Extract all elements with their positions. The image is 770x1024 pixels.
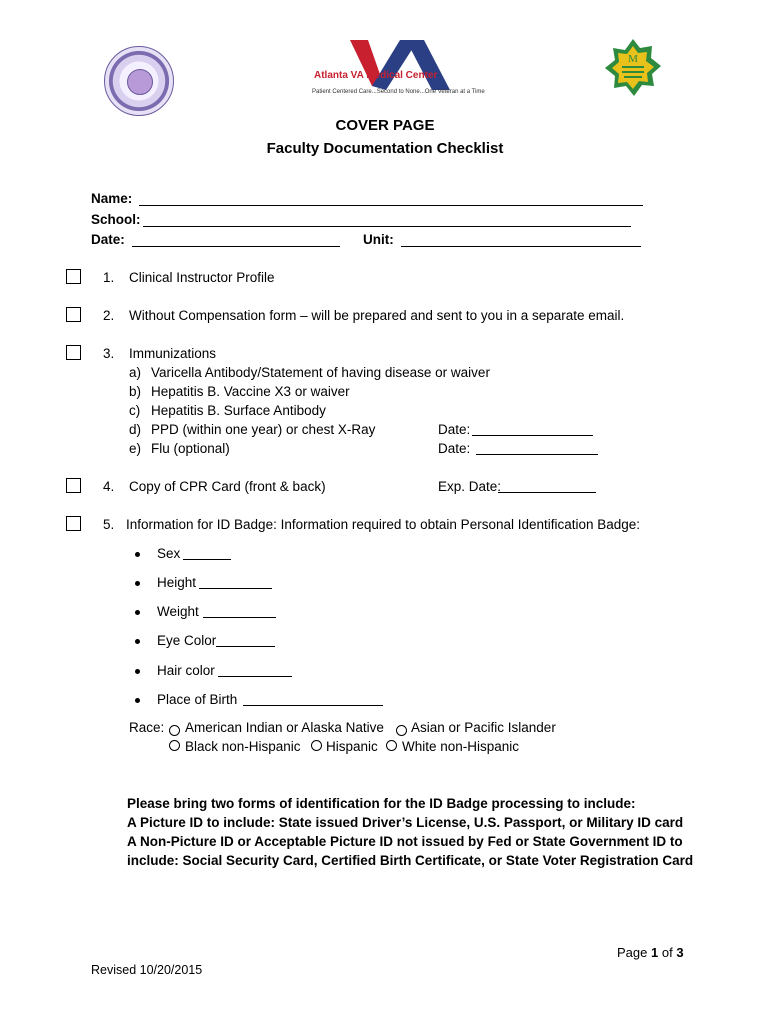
instruction-line-3: A Non-Picture ID or Acceptable Picture ID not issued by Fed or State Government ID to xyxy=(127,834,683,849)
instruction-line-2: A Picture ID to include: State issued Driver’s License, U.S. Passport, or Military ID card xyxy=(127,815,684,830)
exp-date-label: Exp. Date: xyxy=(438,479,502,494)
instruction-line-1: Please bring two forms of identification for the ID Badge processing to include: xyxy=(127,796,636,811)
page-number xyxy=(617,945,684,960)
item-2-number: 2. xyxy=(103,308,115,323)
badge-field-eye-color-label: Eye Color xyxy=(157,633,217,648)
immunization-letter-a: a) xyxy=(129,365,142,380)
hair-color-field[interactable] xyxy=(218,676,292,677)
checkbox-item-1[interactable] xyxy=(66,269,81,284)
item-3-number: 3. xyxy=(103,346,115,361)
revised-date: Revised 10/20/2015 xyxy=(91,963,203,977)
exp-date-field[interactable] xyxy=(498,492,596,493)
item-3-label: Immunizations xyxy=(129,346,217,361)
flu-date-field[interactable] xyxy=(476,454,598,455)
bullet-icon xyxy=(135,552,140,557)
immunization-label-b: Hepatitis B. Vaccine X3 or waiver xyxy=(151,384,350,399)
va-tagline: Patient Centered Care...Second to None...One Veteran at a Time xyxy=(312,89,485,95)
race-radio-american-indian[interactable] xyxy=(169,725,180,736)
checkbox-item-5[interactable] xyxy=(66,516,81,531)
bullet-icon xyxy=(135,698,140,703)
date-label: Date: xyxy=(91,232,125,247)
place-of-birth-field[interactable] xyxy=(243,705,383,706)
name-label: Name: xyxy=(91,191,133,206)
unit-field[interactable] xyxy=(401,246,641,247)
immunization-label-e: Flu (optional) xyxy=(151,441,230,456)
immunization-letter-b: b) xyxy=(129,384,142,399)
page-total: 3 xyxy=(676,945,684,960)
instruction-line-4: include: Social Security Card, Certified Birth Certificate, or State Voter Registration Card xyxy=(127,853,694,868)
race-option-white: White non-Hispanic xyxy=(402,739,520,754)
weight-field[interactable] xyxy=(203,617,276,618)
magnet-badge-logo xyxy=(604,38,662,100)
badge-field-sex-label: Sex xyxy=(157,546,181,561)
va-brand-text: Atlanta VA Medical Center xyxy=(314,70,438,81)
race-option-black: Black non-Hispanic xyxy=(185,739,301,754)
race-option-american-indian: American Indian or Alaska Native xyxy=(185,720,384,735)
page-title: COVER PAGE xyxy=(335,117,435,134)
sex-field[interactable] xyxy=(183,559,231,560)
race-radio-hispanic[interactable] xyxy=(311,740,322,751)
page-current: 1 xyxy=(651,945,659,960)
checkbox-item-4[interactable] xyxy=(66,478,81,493)
item-1-number: 1. xyxy=(103,270,115,285)
badge-letter: M xyxy=(628,53,638,65)
eye-color-field[interactable] xyxy=(216,646,275,647)
school-label: School: xyxy=(91,212,141,227)
name-field[interactable] xyxy=(139,205,643,206)
unit-label: Unit: xyxy=(363,232,394,247)
badge-field-height-label: Height xyxy=(157,575,197,590)
badge-field-hair-color-label: Hair color xyxy=(157,663,215,678)
ppd-date-label: Date: xyxy=(438,422,471,437)
race-radio-asian[interactable] xyxy=(396,725,407,736)
bullet-icon xyxy=(135,639,140,644)
bullet-icon xyxy=(135,581,140,586)
immunization-label-a: Varicella Antibody/Statement of having disease or waiver xyxy=(151,365,490,380)
item-4-number: 4. xyxy=(103,479,115,494)
bullet-icon xyxy=(135,610,140,615)
immunization-letter-e: e) xyxy=(129,441,142,456)
race-option-asian: Asian or Pacific Islander xyxy=(411,720,556,735)
bullet-icon xyxy=(135,669,140,674)
item-4-label: Copy of CPR Card (front & back) xyxy=(129,479,326,494)
school-field[interactable] xyxy=(143,226,631,227)
item-2-label: Without Compensation form – will be prepared and sent to you in a separate email. xyxy=(129,308,625,323)
race-label: Race: xyxy=(129,720,165,735)
immunization-letter-c: c) xyxy=(129,403,141,418)
school-seal-logo xyxy=(104,46,174,116)
checkbox-item-3[interactable] xyxy=(66,345,81,360)
date-field[interactable] xyxy=(132,246,340,247)
item-1-label: Clinical Instructor Profile xyxy=(129,270,275,285)
race-radio-black[interactable] xyxy=(169,740,180,751)
immunization-letter-d: d) xyxy=(129,422,142,437)
item-5-number: 5. xyxy=(103,517,115,532)
height-field[interactable] xyxy=(199,588,272,589)
item-5-label: Information for ID Badge: Information required to obtain Personal Identification Badge: xyxy=(126,517,641,532)
page-of: of xyxy=(661,945,673,960)
flu-date-label: Date: xyxy=(438,441,471,456)
badge-field-place-of-birth-label: Place of Birth xyxy=(157,692,238,707)
ppd-date-field[interactable] xyxy=(472,435,593,436)
immunization-label-c: Hepatitis B. Surface Antibody xyxy=(151,403,326,418)
checkbox-item-2[interactable] xyxy=(66,307,81,322)
badge-field-weight-label: Weight xyxy=(157,604,199,619)
race-option-hispanic: Hispanic xyxy=(326,739,378,754)
page-subtitle: Faculty Documentation Checklist xyxy=(266,140,504,157)
race-radio-white[interactable] xyxy=(386,740,397,751)
immunization-label-d: PPD (within one year) or chest X-Ray xyxy=(151,422,376,437)
page-prefix: Page xyxy=(617,945,648,960)
